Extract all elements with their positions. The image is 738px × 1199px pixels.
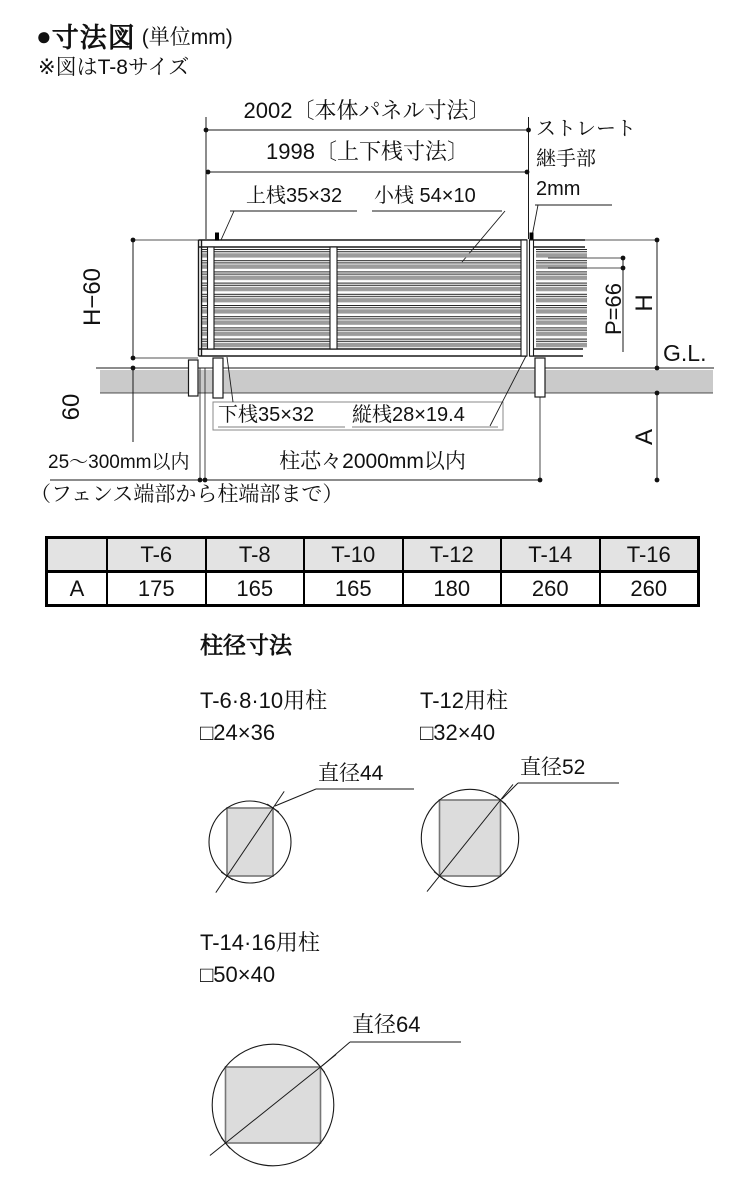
right-post [535, 358, 545, 397]
bullet-icon: ● [36, 20, 52, 51]
post1-title: T-6·8·10用柱 [200, 688, 328, 713]
sixty-label: 60 [57, 393, 85, 421]
pitch-66-label: P=66 [601, 283, 627, 335]
size-table-value-t16: 260 [599, 573, 698, 604]
small-rail-label: 小桟 54×10 [374, 185, 476, 207]
left-post [213, 358, 223, 398]
edge-distance-dim-label: 25〜300mm以内 [48, 452, 190, 473]
height-label: H [630, 294, 658, 312]
size-table-value-t12: 180 [402, 573, 501, 604]
left-end-post [189, 360, 199, 396]
post3-title: T-14·16用柱 [200, 930, 320, 955]
post1-diameter-label: 直径44 [318, 762, 384, 785]
size-table-header-row [48, 539, 697, 573]
size-table-col-t6: T-6 [106, 539, 205, 570]
ground-level-label: G.L. [663, 340, 707, 366]
page-title-unit: (単位mm) [141, 25, 233, 49]
size-table-value-t10: 165 [303, 573, 402, 604]
post3-diameter-label: 直径64 [352, 1012, 421, 1037]
fence-panel [199, 233, 588, 357]
joint-label-line1: ストレート [536, 118, 636, 140]
size-table-col-t14: T-14 [500, 539, 599, 570]
dim-label-panel-width: 2002〔本体パネル寸法〕 [243, 98, 491, 123]
top-rail-label: 上桟35×32 [246, 185, 343, 207]
size-table-col-t16: T-16 [599, 539, 698, 570]
post3-size: □50×40 [200, 962, 276, 987]
left-dimension-lines [133, 240, 206, 442]
post1-size: □24×36 [200, 720, 276, 745]
joint-label-line2: 継手部 [536, 148, 596, 170]
post-section-heading: 柱径寸法 [200, 632, 292, 658]
page-title-text: 寸法図 [51, 23, 136, 53]
vertical-rail-label: 縦桟28×19.4 [352, 404, 465, 426]
dim-label-rail-width: 1998〔上下桟寸法〕 [266, 139, 469, 164]
depth-a-label: A [630, 428, 658, 446]
size-table-corner-cell [48, 539, 106, 570]
joint-label-line3: 2mm [536, 178, 581, 200]
page-title [36, 16, 233, 55]
post-circle-dia44 [209, 789, 414, 893]
size-table-row-label: A [69, 575, 85, 601]
post2-diameter-label: 直径52 [520, 756, 586, 779]
size-table-value-t14: 260 [500, 573, 599, 604]
size-table-value-t8: 165 [205, 573, 304, 604]
size-table-col-t12: T-12 [402, 539, 501, 570]
bottom-rail-label: 下桟35×32 [218, 404, 315, 426]
right-dimension-dots [621, 238, 660, 483]
post-circle-dia64 [210, 1042, 461, 1166]
post2-size: □32×40 [420, 720, 496, 745]
title-note: ※図はT-8サイズ [38, 56, 190, 79]
size-table [45, 536, 700, 607]
post-circle-dia52 [421, 783, 619, 892]
edge-distance-note: （フェンス端部から柱端部まで） [30, 483, 344, 506]
post2-title: T-12用柱 [420, 688, 509, 713]
size-table-value-t6: 175 [106, 573, 205, 604]
size-table-value-row [48, 573, 697, 604]
size-table-col-t10: T-10 [303, 539, 402, 570]
post-pitch-dim-label: 柱芯々2000mm以内 [279, 450, 466, 473]
size-table-col-t8: T-8 [205, 539, 304, 570]
height-minus-60-label: H−60 [78, 267, 106, 327]
